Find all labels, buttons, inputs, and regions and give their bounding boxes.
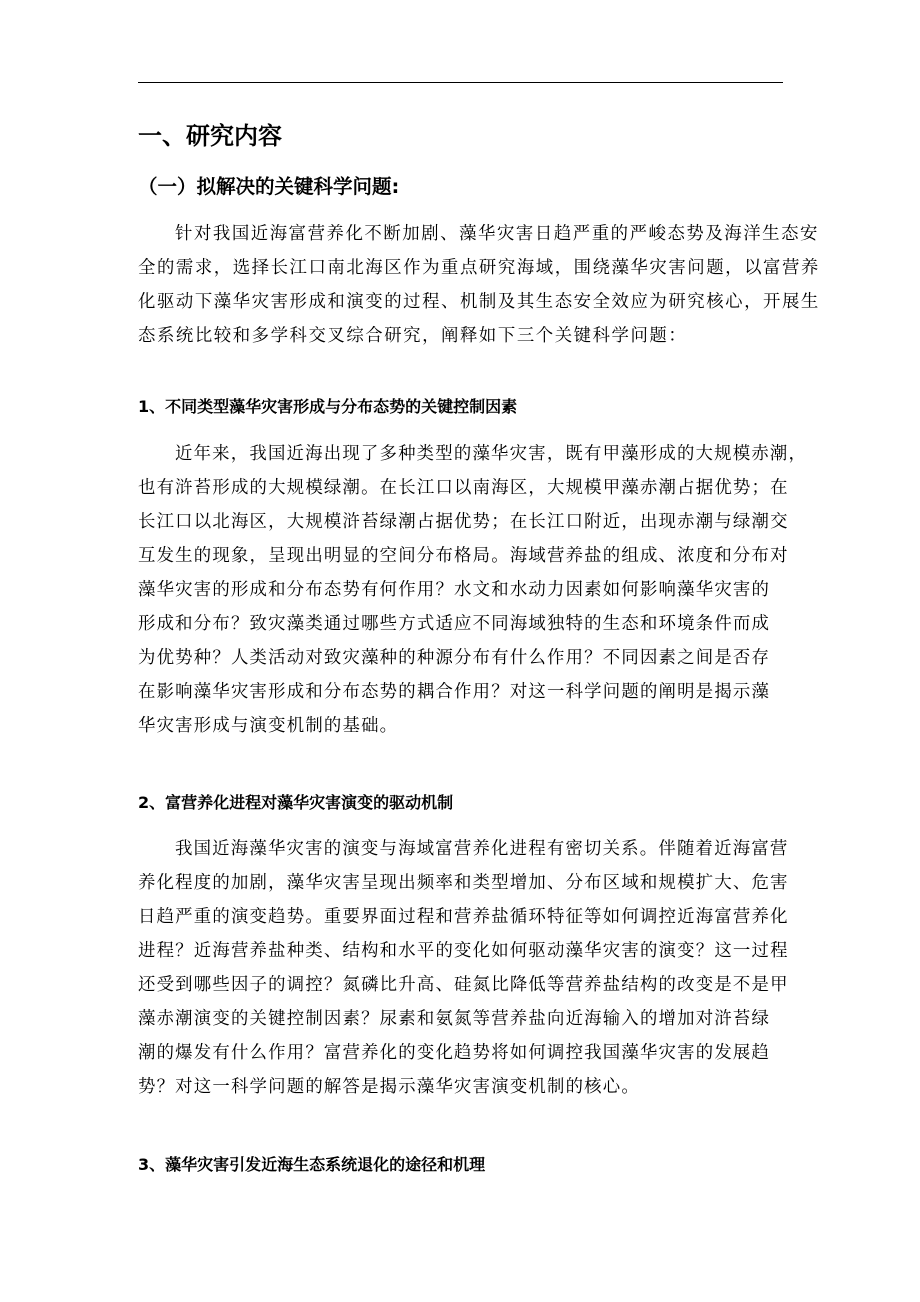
subsection-heading: （一）拟解决的关键科学问题: (138, 175, 400, 198)
paragraph-line: 日趋严重的演变趋势。重要界面过程和营养盐循环特征等如何调控近海富营养化 (138, 907, 789, 927)
paragraph-line: 化驱动下藻华灾害形成和演变的过程、机制及其生态安全效应为研究核心，开展生 (138, 292, 820, 312)
question-1-title: 1、不同类型藻华灾害形成与分布态势的关键控制因素 (138, 397, 518, 416)
header-rule (138, 82, 783, 83)
paragraph-line: 势？对这一科学问题的解答是揭示藻华灾害演变机制的核心。 (138, 1077, 640, 1097)
paragraph-line: 形成和分布？致灾藻类通过哪些方式适应不同海域独特的生态和环境条件而成 (138, 614, 771, 634)
section-heading: 一、研究内容 (138, 122, 282, 150)
question-1-paragraph (138, 437, 808, 743)
question-2-title: 2、富营养化进程对藻华灾害演变的驱动机制 (138, 793, 454, 812)
paragraph-line: 在影响藻华灾害形成和分布态势的耦合作用？对这一科学问题的阐明是揭示藻 (138, 682, 771, 702)
paragraph-line: 全的需求，选择长江口南北海区作为重点研究海域，围绕藻华灾害问题，以富营养 (138, 258, 820, 278)
paragraph-line: 态系统比较和多学科交叉综合研究，阐释如下三个关键科学问题： (138, 326, 688, 346)
paragraph-line: 藻赤潮演变的关键控制因素？尿素和氨氮等营养盐向近海输入的增加对浒苔绿 (138, 1009, 771, 1029)
question-2-paragraph (138, 832, 798, 1104)
paragraph-line: 潮的爆发有什么作用？富营养化的变化趋势将如何调控我国藻华灾害的发展趋 (138, 1043, 771, 1063)
paragraph-line: 也有浒苔形成的大规模绿潮。在长江口以南海区，大规模甲藻赤潮占据优势；在 (138, 478, 789, 498)
question-3-title: 3、藻华灾害引发近海生态系统退化的途径和机理 (138, 1155, 486, 1174)
paragraph-line: 藻华灾害的形成和分布态势有何作用？水文和水动力因素如何影响藻华灾害的 (138, 580, 771, 600)
paragraph-line: 养化程度的加剧，藻华灾害呈现出频率和类型增加、分布区域和规模扩大、危害 (138, 873, 789, 893)
paragraph-line: 为优势种？人类活动对致灾藻种的种源分布有什么作用？不同因素之间是否存 (138, 648, 771, 668)
paragraph-line: 针对我国近海富营养化不断加剧、藻华灾害日趋严重的严峻态势及海洋生态安 (175, 224, 819, 244)
paragraph-line: 长江口以北海区，大规模浒苔绿潮占据优势；在长江口附近，出现赤潮与绿潮交 (138, 512, 789, 532)
paragraph-line: 我国近海藻华灾害的演变与海域富营养化进程有密切关系。伴随着近海富营 (175, 839, 789, 859)
paragraph-line: 近年来，我国近海出现了多种类型的藻华灾害，既有甲藻形成的大规模赤潮， (175, 444, 808, 464)
paragraph-line: 还受到哪些因子的调控？氮磷比升高、硅氮比降低等营养盐结构的改变是不是甲 (138, 975, 789, 995)
paragraph-line: 进程？近海营养盐种类、结构和水平的变化如何驱动藻华灾害的演变？这一过程 (138, 941, 789, 961)
intro-paragraph (138, 217, 820, 353)
paragraph-line: 华灾害形成与演变机制的基础。 (138, 716, 399, 736)
paragraph-line: 互发生的现象，呈现出明显的空间分布格局。海域营养盐的组成、浓度和分布对 (138, 546, 789, 566)
